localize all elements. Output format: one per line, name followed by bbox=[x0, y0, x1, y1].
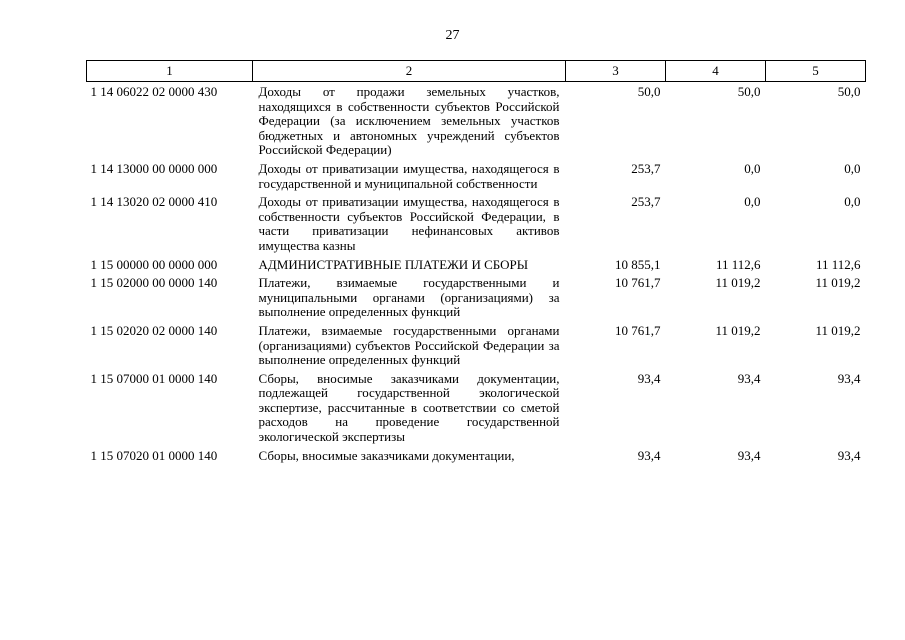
value-col-4: 93,4 bbox=[737, 370, 761, 386]
table-row bbox=[87, 276, 866, 324]
value-col-3: 10 761,7 bbox=[615, 275, 661, 291]
revenue-description: Сборы, вносимые заказчиками документации, bbox=[258, 447, 515, 463]
value-col-5: 11 112,6 bbox=[815, 256, 861, 272]
header-col-3: 3 bbox=[566, 61, 666, 82]
value-col-5: 93,4 bbox=[837, 447, 861, 463]
table-header bbox=[87, 61, 866, 82]
budget-code: 1 15 00000 00 0000 000 bbox=[90, 256, 218, 272]
value-col-5: 0,0 bbox=[844, 194, 861, 210]
table-row bbox=[87, 195, 866, 257]
budget-code: 1 15 07000 01 0000 140 bbox=[90, 370, 218, 386]
value-col-3: 50,0 bbox=[637, 84, 661, 99]
table-row bbox=[87, 162, 866, 195]
value-col-5: 50,0 bbox=[837, 84, 861, 99]
value-col-3: 10 855,1 bbox=[615, 256, 661, 272]
value-col-3: 10 761,7 bbox=[615, 322, 661, 338]
revenue-description: Сборы, вносимые заказчиками документации, подлежащей государственной экологической экспертизе, рассчитанные в соответствии со сметой расходов на проведение государственной экологической экспертизы bbox=[258, 370, 560, 445]
table-row bbox=[87, 372, 866, 449]
value-col-4: 11 019,2 bbox=[715, 322, 761, 338]
table-row bbox=[87, 82, 866, 162]
table-row bbox=[87, 324, 866, 372]
value-col-3: 253,7 bbox=[631, 194, 661, 210]
header-col-2: 2 bbox=[253, 61, 566, 82]
header-col-5: 5 bbox=[766, 61, 866, 82]
table-row bbox=[87, 258, 866, 277]
budget-code: 1 15 07020 01 0000 140 bbox=[90, 447, 218, 463]
page-number: 27 bbox=[445, 28, 460, 43]
value-col-4: 0,0 bbox=[744, 194, 761, 210]
value-col-3: 93,4 bbox=[637, 370, 661, 386]
value-col-4: 11 112,6 bbox=[715, 256, 761, 272]
revenue-description: Платежи, взимаемые государственными органами (организациями) субъектов Российской Федерации за выполнение определенных функций bbox=[258, 322, 560, 368]
budget-code: 1 14 06022 02 0000 430 bbox=[90, 84, 218, 99]
header-row bbox=[87, 61, 866, 82]
revenue-description: АДМИНИСТРАТИВНЫЕ ПЛАТЕЖИ И СБОРЫ bbox=[258, 256, 529, 272]
revenue-table bbox=[86, 60, 866, 467]
table-body bbox=[87, 82, 866, 468]
table-row bbox=[87, 449, 866, 468]
header-col-1: 1 bbox=[87, 61, 253, 82]
budget-code: 1 15 02000 00 0000 140 bbox=[90, 275, 218, 291]
value-col-4: 50,0 bbox=[737, 84, 761, 99]
revenue-description: Платежи, взимаемые государственными и муниципальными органами (организациями) за выполнение определенных функций bbox=[258, 275, 560, 320]
value-col-5: 0,0 bbox=[844, 160, 861, 176]
budget-code: 1 15 02020 02 0000 140 bbox=[90, 322, 218, 338]
value-col-5: 11 019,2 bbox=[815, 275, 861, 291]
header-col-4: 4 bbox=[666, 61, 766, 82]
value-col-4: 0,0 bbox=[744, 160, 761, 176]
value-col-5: 11 019,2 bbox=[815, 322, 861, 338]
value-col-5: 93,4 bbox=[837, 370, 861, 386]
value-col-3: 253,7 bbox=[631, 160, 661, 176]
value-col-4: 93,4 bbox=[737, 447, 761, 463]
value-col-4: 11 019,2 bbox=[715, 275, 761, 291]
revenue-description: Доходы от приватизации имущества, находящегося в государственной и муниципальной собственности bbox=[258, 160, 560, 191]
value-col-3: 93,4 bbox=[637, 447, 661, 463]
revenue-description: Доходы от приватизации имущества, находящегося в собственности субъектов Российской Федерации, в части приватизации нефинансовых активов имущества казны bbox=[258, 194, 560, 253]
budget-code: 1 14 13000 00 0000 000 bbox=[90, 160, 218, 176]
budget-code: 1 14 13020 02 0000 410 bbox=[90, 194, 218, 210]
revenue-description: Доходы от продажи земельных участков, находящихся в собственности субъектов Российской Федерации (за исключением земельных участков бюджетных и автономных учреждений субъектов Российской Федерации) bbox=[258, 84, 560, 158]
